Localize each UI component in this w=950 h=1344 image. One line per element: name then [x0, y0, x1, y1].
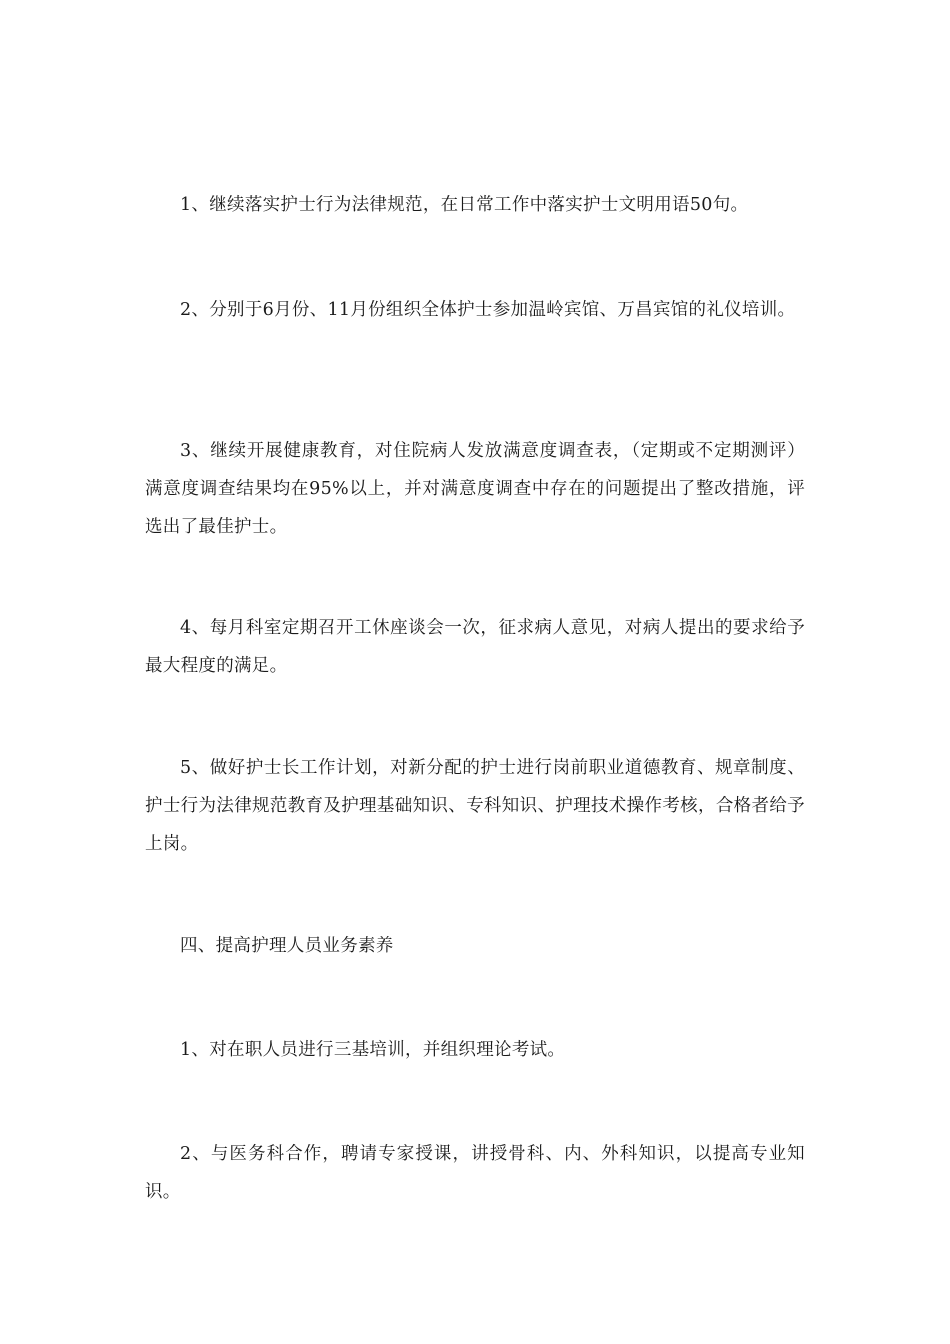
section-heading: 四、提高护理人员业务素养 [180, 936, 394, 956]
paragraph-5: 5、做好护士长工作计划，对新分配的护士进行岗前职业道德教育、规章制度、护士行为法律规范教育及护理基础知识、专科知识、护理技术操作考核，合格者给予上岗。 [145, 758, 805, 854]
paragraph-7: 2、与医务科合作，聘请专家授课，讲授骨科、内、外科知识，以提高专业知识。 [145, 1144, 805, 1202]
paragraph-1: 1、继续落实护士行为法律规范，在日常工作中落实护士文明用语50句。 [180, 195, 749, 215]
paragraph-6: 1、对在职人员进行三基培训，并组织理论考试。 [180, 1040, 566, 1060]
paragraph-2: 2、分别于6月份、11月份组织全体护士参加温岭宾馆、万昌宾馆的礼仪培训。 [180, 300, 796, 320]
paragraph-4: 4、每月科室定期召开工休座谈会一次，征求病人意见，对病人提出的要求给予最大程度的满足。 [145, 618, 805, 676]
paragraph-3: 3、继续开展健康教育，对住院病人发放满意度调查表，（定期或不定期测评）满意度调查结果均在95%以上，并对满意度调查中存在的问题提出了整改措施，评选出了最佳护士。 [145, 441, 805, 537]
